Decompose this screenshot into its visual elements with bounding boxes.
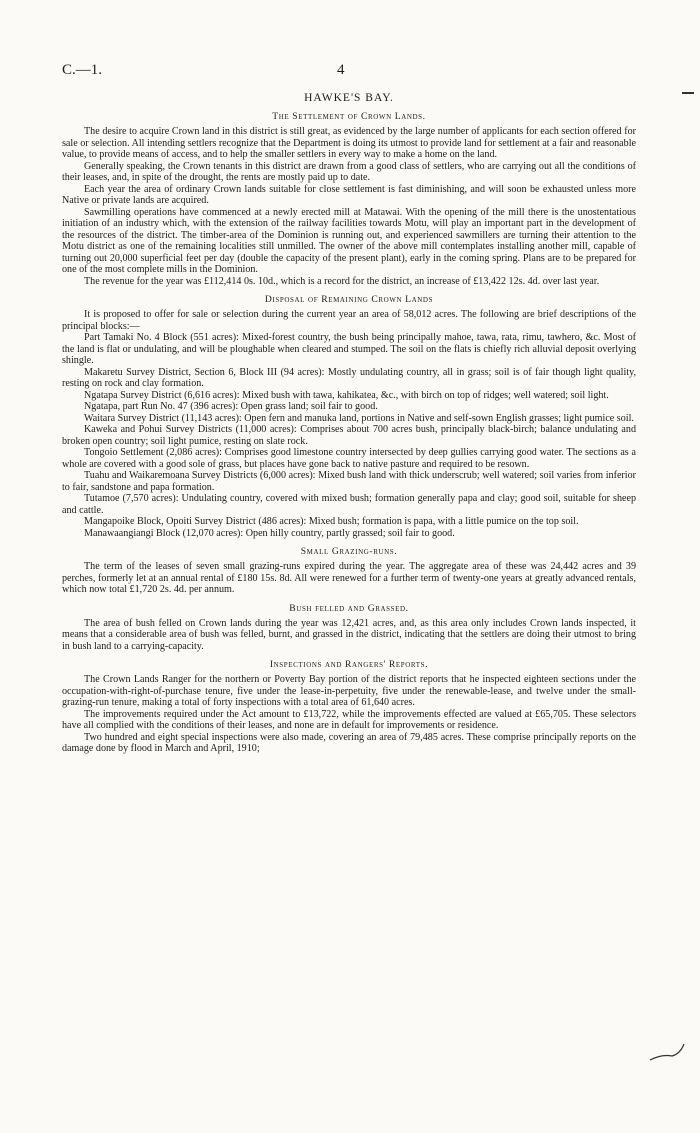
scan-mark-icon xyxy=(648,1040,688,1064)
block-description: Ngatapa Survey District (6,616 acres): Mixed bush with tawa, kahikatea, &c., with birch on top of ridges; well watered; soil light. xyxy=(84,389,609,401)
paragraph: Two hundred and eight special inspections were also made, covering an area of 79,485 acres. These comprise principally reports on the damage done by flood in March and April, 1910; xyxy=(62,731,636,754)
block-description: Makaretu Survey District, Section 6, Block III (94 acres): Mostly undulating country, all in grass; soil is of fair though light quality, resting on rock and clay formation. xyxy=(62,366,636,389)
block-description: Manawaangiangi Block (12,070 acres): Open hilly country, partly grassed; soil fair to good. xyxy=(84,527,455,539)
block-description: Kaweka and Pohui Survey Districts (11,000 acres): Comprises about 700 acres bush, principally black-birch; balance undulating and broken open country; soil light pumice, resting on slate rock. xyxy=(62,424,636,447)
document-page xyxy=(62,62,636,755)
block-description: Tutamoe (7,570 acres): Undulating country, covered with mixed bush; formation generally papa and clay; good soil, suitable for sheep and cattle. xyxy=(62,493,636,516)
section-heading: Inspections and Rangers' Reports. xyxy=(269,659,429,670)
block-description: Tuahu and Waikaremoana Survey Districts (6,000 acres): Mixed bush land with thick underscrub; well watered; soil varies from inferior to fair, sandstone and papa formation. xyxy=(62,470,636,493)
block-description: Waitara Survey District (11,143 acres): Open fern and manuka land, portions in Native and self-sown English grasses; light pumice soil. xyxy=(84,412,634,424)
page-header xyxy=(62,62,636,84)
paragraph: Generally speaking, the Crown tenants in this district are drawn from a good class of settlers, who are carrying out all the conditions of their leases, and, in spite of the drought, the rents are mostly paid up to date. xyxy=(62,160,636,183)
block-description: Part Tamaki No. 4 Block (551 acres): Mixed-forest country, the bush being principally mahoe, tawa, rata, rimu, tawhero, &c. Most of the land is flat or undulating, and will be ploughable when cleared and stumped. The soil on the flats is chiefly rich alluvial deposit overlying shingle. xyxy=(62,332,636,366)
paragraph: The revenue for the year was £112,414 0s. 10d., which is a record for the district, an increase of £13,422 12s. 4d. over last year. xyxy=(84,275,600,287)
margin-mark xyxy=(682,92,694,94)
section-heading: Small Grazing-runs. xyxy=(300,546,398,557)
paragraph: Each year the area of ordinary Crown lands suitable for close settlement is fast diminishing, and will soon be exhausted unless more Native or private lands are acquired. xyxy=(62,183,636,206)
paragraph: It is proposed to offer for sale or selection during the current year an area of 58,012 acres. The following are brief descriptions of the principal blocks:— xyxy=(62,309,636,332)
block-description: Ngatapa, part Run No. 47 (396 acres): Open grass land; soil fair to good. xyxy=(84,401,378,412)
paragraph: The desire to acquire Crown land in this district is still great, as evidenced by the large number of applicants for each section offered for sale or selection. All intending settlers recognize that the Department is doing its utmost to provide land for settlement at a fair and reasonable value, to provide means of access, and to help the smaller settlers in every way to make a home on the land. xyxy=(62,126,636,160)
paragraph: The Crown Lands Ranger for the northern or Poverty Bay portion of the district reports that he inspected eighteen sections under the occupation-with-right-of-purchase tenure, five under the lease-in-perpetuity, five under the renewable-lease, and twelve under the small-grazing-run tenure, making a total of forty inspections with a total area of 61,640 acres. xyxy=(62,674,636,708)
block-description: Tongoio Settlement (2,086 acres): Comprises good limestone country intersected by deep gullies carrying good water. The sections as a whole are covered with a good sole of grass, but places have gone back to native pasture and required to be resown. xyxy=(62,447,636,470)
section-heading: Bush felled and Grassed. xyxy=(289,602,409,614)
section-heading: The Settlement of Crown Lands. xyxy=(272,111,426,122)
page-number: 4 xyxy=(337,62,345,78)
region-title: HAWKE'S BAY. xyxy=(304,92,394,104)
section-heading: Disposal of Remaining Crown Lands xyxy=(264,294,434,305)
document-reference: C.—1. xyxy=(62,62,103,78)
paragraph: Sawmilling operations have commenced at a newly erected mill at Matawai. With the opening of the mill there is the unostentatious initiation of an industry which, with the extension of the railway facilities towards Motu, will play an important part in the development of the resources of the district. The timber-area of the Dominion is running out, and experienced sawmillers are turning their attention to the Motu district as one of the remaining localities still unmilled. The owner of the above mill contemplates installing another mill, capable of turning out 20,000 superficial feet per day (double the capacity of the present plant), early in the coming spring. Plans are to be prepared for one of the most complete mills in the Dominion. xyxy=(62,206,636,275)
block-description: Mangapoike Block, Opoiti Survey District (486 acres): Mixed bush; formation is papa, with a little pumice on the top soil. xyxy=(84,516,579,527)
paragraph: The area of bush felled on Crown lands during the year was 12,421 acres, and, as this area only includes Crown lands inspected, it means that a considerable area of bush was felled, burnt, and grassed in the district, indicating that the settlers are doing their utmost to bring in bush land to a carrying-capacity. xyxy=(62,617,636,652)
paragraph: The improvements required under the Act amount to £13,722, while the improvements effected are valued at £65,705. These selectors have all complied with the conditions of their leases, and none are in default for improvements or residence. xyxy=(62,708,636,731)
paragraph: The term of the leases of seven small grazing-runs expired during the year. The aggregate area of these was 24,442 acres and 39 perches, formerly let at an annual rental of £180 15s. 8d. All were renewed for a further term of twenty-one years at greatly advanced rentals, which now total £1,720 2s. 4d. per annum. xyxy=(62,561,636,595)
